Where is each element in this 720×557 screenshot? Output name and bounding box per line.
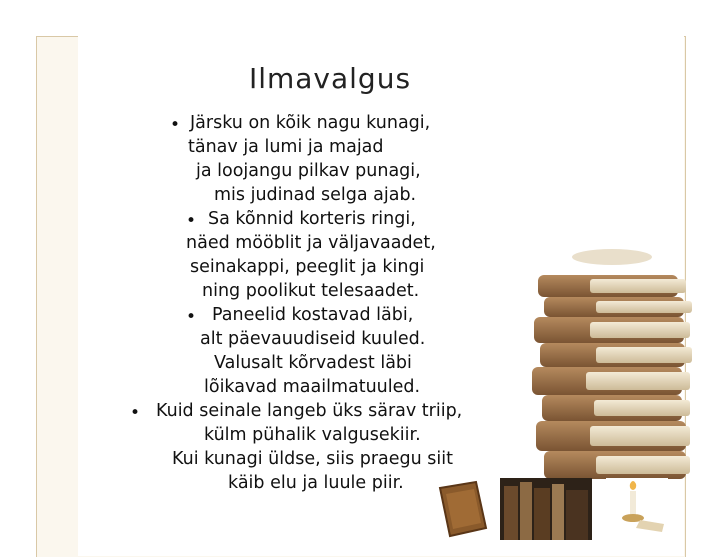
- poem-line: näed mööblit ja väljavaadet,: [186, 233, 436, 253]
- poem-line: ja loojangu pilkav punagi,: [196, 161, 421, 181]
- poem-line: tänav ja lumi ja majad: [188, 137, 384, 157]
- bullet-marker: •: [170, 115, 181, 135]
- poem-line: alt päevauudiseid kuuled.: [200, 329, 426, 349]
- stack-of-books-icon: [530, 245, 695, 505]
- bookshelf-icon: [500, 478, 592, 540]
- bullet-marker: •: [130, 403, 141, 423]
- poem-line: lõikavad maailmatuuled.: [204, 377, 421, 397]
- poem-line: ning poolikut telesaadet.: [202, 281, 420, 301]
- bullet-marker: •: [186, 307, 197, 327]
- poem-line: Järsku on kõik nagu kunagi,: [190, 113, 431, 133]
- poem-line: seinakappi, peeglit ja kingi: [190, 257, 425, 277]
- old-book-icon: [432, 478, 492, 540]
- slide-title: Ilmavalgus: [248, 62, 412, 95]
- poem-line: Kuid seinale langeb üks särav triip,: [156, 401, 463, 421]
- poem-line: Sa kõnnid korteris ringi,: [208, 209, 416, 229]
- poem-line: käib elu ja luule piir.: [228, 473, 404, 493]
- poem-line: Paneelid kostavad läbi,: [212, 305, 414, 325]
- poem-line: Valusalt kõrvadest läbi: [214, 353, 412, 373]
- poem-line: külm pühalik valgusekiir.: [204, 425, 421, 445]
- poem-line: Kui kunagi üldse, siis praegu siit: [172, 449, 454, 469]
- bullet-marker: •: [186, 211, 197, 231]
- poem-line: mis judinad selga ajab.: [214, 185, 417, 205]
- candle-icon: [606, 478, 668, 540]
